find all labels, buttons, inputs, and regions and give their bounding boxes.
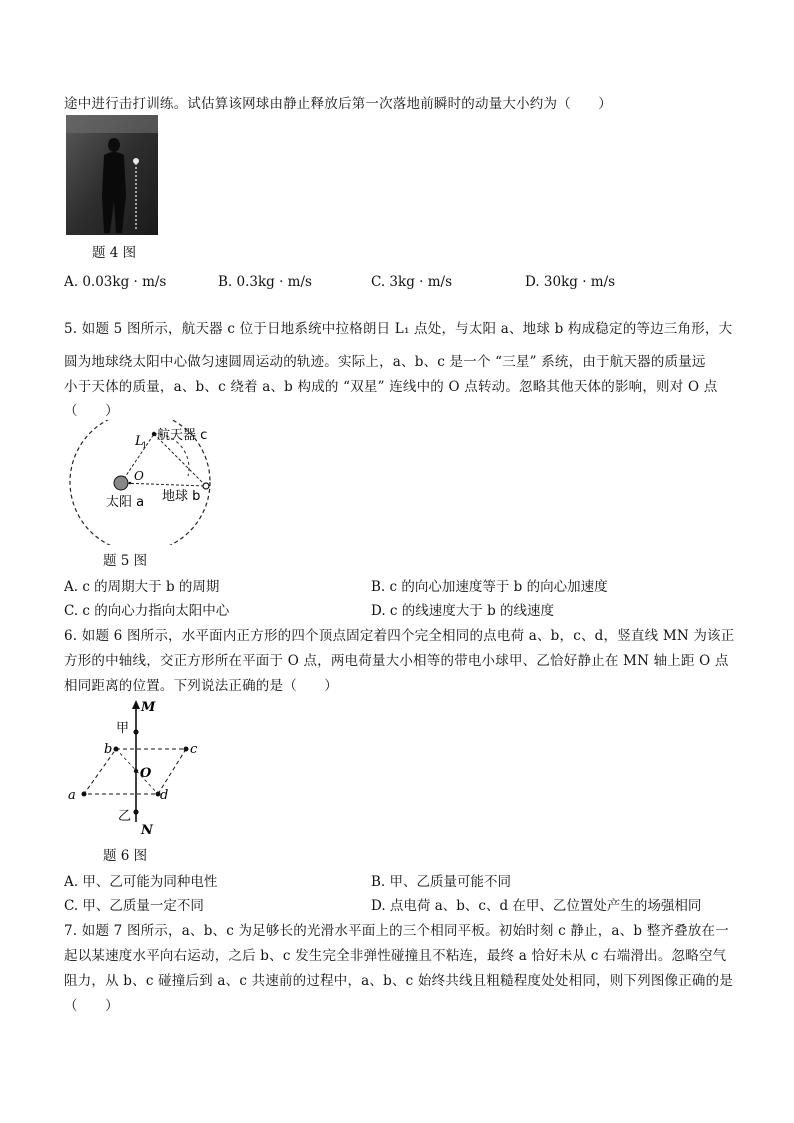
q5-option-c: C. c 的向心力指向太阳中心 [64,603,230,619]
q6-stem-line-2: 方形的中轴线，交正方形所在平面于 O 点，两电荷量大小相等的带电小球甲、乙恰好静止在 MN 轴上距 O 点 [64,653,729,669]
o-point [134,769,138,773]
q4-option-b: B. 0.3kg · m/s [218,274,312,290]
q4-caption: 题 4 图 [92,245,137,261]
label-a: a [68,788,76,803]
q6-caption: 题 6 图 [103,848,148,864]
q4-stem: 途中进行击打训练。试估算该网球由静止释放后第一次落地前瞬时的动量大小约为（ ） [64,96,612,112]
charge-b [114,747,119,752]
q5-caption: 题 5 图 [103,553,148,569]
q5-option-b: B. c 的向心加速度等于 b 的向心加速度 [371,579,608,595]
q5-option-a: A. c 的周期大于 b 的周期 [64,579,220,595]
q6-stem-line-3: 相同距离的位置。下列说法正确的是（ ） [64,678,338,694]
tennis-training-photo [66,115,158,235]
q5-stem-line-4: （ ） [64,403,119,419]
charges-square-diagram [62,696,212,840]
o-point [129,482,132,485]
q6-option-d: D. 点电荷 a、b、c、d 在甲、乙位置处产生的场强相同 [371,898,702,914]
q7-stem-line-4: （ ） [64,998,119,1014]
q6-option-c: C. 甲、乙质量一定不同 [64,898,204,914]
q6-option-a: A. 甲、乙可能为同种电性 [64,874,218,890]
charge-c [184,747,189,752]
lagrange-diagram [62,420,222,545]
q6-figure [62,696,212,840]
q4-option-a: A. 0.03kg · m/s [64,274,167,290]
label-earth: 地球 b [162,489,201,504]
label-o: O [140,766,152,781]
label-d: d [160,788,169,803]
label-jia: 甲 [116,721,130,736]
q6-stem-line-1: 6. 如题 6 图所示，水平面内正方形的四个顶点固定着四个完全相同的点电荷 a、b，c、d，竖直线 MN 为该正 [64,628,735,644]
sun-earth-line [121,483,206,486]
label-yi: 乙 [118,809,132,824]
label-n: N [141,823,153,838]
label-l1-sub: 1 [142,441,148,450]
q7-stem-line-1: 7. 如题 7 图所示，a、b、c 为足够长的光滑水平面上的三个相同平板。初始时刻 c 静止，a、b 整齐叠放在一 [64,923,729,939]
label-l1: L [135,434,144,449]
label-sun: 太阳 a [106,495,145,510]
label-c: c [190,742,198,757]
q5-option-d: D. c 的线速度大于 b 的线速度 [371,603,555,619]
sun-icon [114,476,128,490]
q7-stem-line-3: 阻力，从 b、c 碰撞后到 a、c 共速前的过程中，a、b、c 始终共线且粗糙程度处处相同，则下列图像正确的是 [64,973,734,989]
q5-stem-line-2: 圆为地球绕太阳中心做匀速圆周运动的轨迹。实际上，a、b、c 是一个 “三星” 系统，由于航天器的质量远 [64,354,706,370]
label-b: b [104,742,113,757]
q6-option-b: B. 甲、乙质量可能不同 [371,874,512,890]
label-m: M [141,700,156,715]
label-o: O [134,469,144,483]
m-arrow-icon [132,700,140,709]
q5-stem-line-1: 5. 如题 5 图所示，航天器 c 位于日地系统中拉格朗日 L₁ 点处，与太阳 a、地球 b 构成稳定的等边三角形，大 [64,321,733,337]
label-spacecraft: 航天器 c [157,428,208,443]
q4-photo [66,115,158,235]
charge-a [82,792,87,797]
ball-yi [133,809,138,814]
q5-figure [62,420,222,545]
ball-jia [133,729,138,734]
q7-stem-line-2: 起以某速度水平向右运动，之后 b、c 发生完全非弹性碰撞且不粘连，最终 a 恰好未从 c 右端滑出。忽略空气 [64,948,727,964]
earth-icon [203,483,209,489]
spacecraft-icon [152,432,156,436]
q4-option-c: C. 3kg · m/s [371,274,452,290]
q4-option-d: D. 30kg · m/s [525,274,616,290]
q5-stem-line-3: 小于天体的质量，a、b、c 绕着 a、b 构成的 “双星” 连线中的 O 点转动。忽略其他天体的影响，则对 O 点 [64,379,718,395]
